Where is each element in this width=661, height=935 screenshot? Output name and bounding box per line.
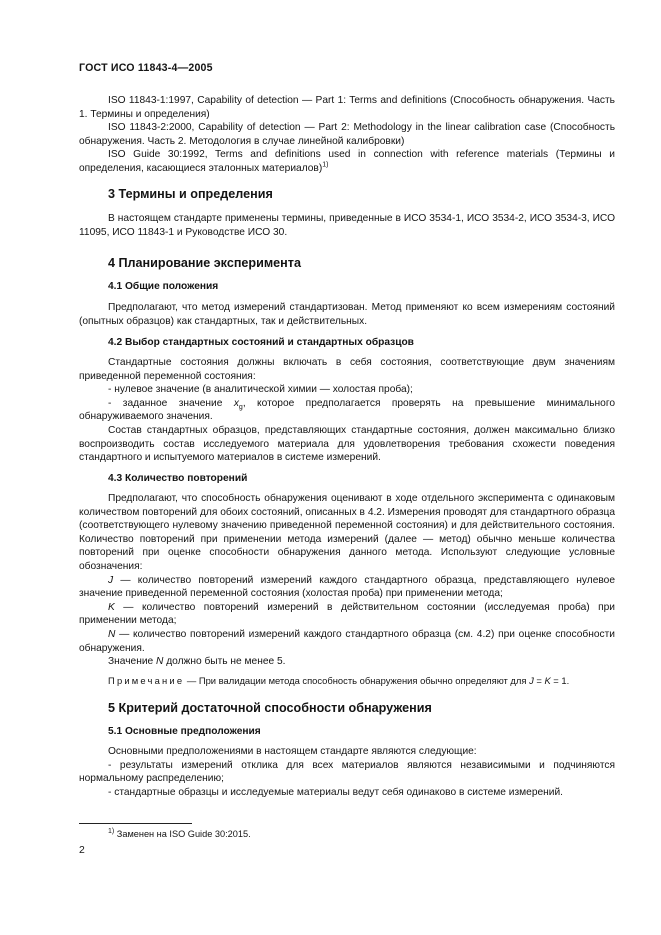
section-4-2-body <box>79 356 615 465</box>
assumption-same-behaviour: - стандартные образцы и исследуемые материалы ведут себя одинаково в системе измерений. <box>108 786 563 798</box>
references-list <box>79 94 615 176</box>
variable-n: N <box>108 628 116 640</box>
footnote-mark: 1) <box>108 827 115 835</box>
section-3-paragraph: В настоящем стандарте применены термины, приведенные в ИСО 3534-1, ИСО 3534-2, ИСО 3534-3, ИСО 11095, ИСО 11843-1 и Руководстве ИСО 30. <box>79 213 615 238</box>
section-5-1-paragraph-1: Основными предположениями в настоящем стандарте являются следующие: <box>108 746 477 757</box>
definition-k <box>79 601 615 628</box>
section-3-body <box>79 212 615 239</box>
reference-iso-guide-30-text: ISO Guide 30:1992, Terms and definitions used in connection with reference materials (Термины и определения, касающиеся эталонных материалов) <box>79 149 615 174</box>
reference-iso-11843-2: ISO 11843-2:2000, Capability of detection — Part 2: Methodology in the linear calibration case (Способность обнаружения. Часть 2. Методология в случае линейной калибровки) <box>79 122 615 147</box>
reference-iso-11843-1: ISO 11843-1:1997, Capability of detection — Part 1: Terms and definitions (Способность обнаружения. Часть 1. Термины и определения) <box>79 95 615 120</box>
definition-n-text: — количество повторений измерений каждого стандартного образца (см. 4.2) при оценке способности обнаружения. <box>79 628 615 654</box>
n-minimum-statement <box>79 655 615 669</box>
n-minimum-prefix: Значение <box>108 656 157 668</box>
n-minimum-suffix: должно быть не менее 5. <box>163 656 286 668</box>
variable-j: J <box>108 574 114 586</box>
section-4-2-paragraph-1: Стандартные состояния должны включать в себя состояния, соответствующие двум значениям приведенной переменной состояния: <box>79 357 615 382</box>
assumption-independence: - результаты измерений отклика для всех материалов являются независимыми и подчиняются нормальному распределению; <box>79 759 615 785</box>
note-suffix: = 1. <box>550 675 570 686</box>
note-equals: = <box>533 675 545 686</box>
item-given-prefix: - заданное значение <box>108 397 234 409</box>
section-4-1-body <box>79 301 615 328</box>
definition-k-text: — количество повторений измерений в действительном состоянии (исследуемая проба) при применении метода; <box>79 601 615 627</box>
section-4-1-title: 4.1 Общие положения <box>108 281 219 292</box>
section-5-1-body <box>79 745 615 799</box>
footnote-text: Заменен на ISO Guide 30:2015. <box>114 829 251 839</box>
note-validation <box>108 675 569 686</box>
definition-j <box>79 574 615 601</box>
section-4-2-paragraph-composition: Состав стандартных образцов, представляющих стандартные состояния, должен максимально близко воспроизводить состав исследуемого материала для удовлетворения требования схожести поведения стандартного и испытуемого материалов в системе измерений. <box>79 424 615 464</box>
section-5-title: 5 Критерий достаточной способности обнаружения <box>108 701 432 715</box>
footnote-ref-mark: 1) <box>322 161 329 169</box>
reference-iso-guide-30 <box>79 148 615 175</box>
section-3-title: 3 Термины и определения <box>108 187 273 201</box>
note-label: Примечание <box>108 675 185 686</box>
section-4-2-item-given <box>79 397 615 424</box>
page-number: 2 <box>79 845 85 856</box>
footnote-separator <box>79 823 192 824</box>
note-variable-j: J <box>529 675 534 686</box>
section-4-1-paragraph: Предполагают, что метод измерений стандартизован. Метод применяют ко всем измерениям состояний (опытных образцов) как стандартных, так и действительных. <box>79 302 615 327</box>
section-4-2-item-zero: - нулевое значение (в аналитической химии — холостая проба); <box>108 384 413 396</box>
variable-x: x <box>233 397 239 409</box>
footnote <box>108 829 251 839</box>
note-text: — При валидации метода способность обнаружения обычно определяют для <box>184 675 530 686</box>
section-4-3-title: 4.3 Количество повторений <box>108 473 248 484</box>
definition-j-text: — количество повторений измерений каждого стандартного образца, представляющего нулевое значение приведенной переменной состояния (холостая проба) при применении метода; <box>79 574 615 600</box>
section-5-1-title: 5.1 Основные предположения <box>108 726 261 737</box>
section-4-3-body <box>79 492 615 669</box>
variable-k: K <box>108 601 115 613</box>
item-given-suffix: , которое предполагается проверять на превышение минимального обнаруживаемого значения. <box>79 397 615 423</box>
section-4-title: 4 Планирование эксперимента <box>108 256 301 270</box>
document-header: ГОСТ ИСО 11843-4—2005 <box>79 62 213 74</box>
section-4-2-title: 4.2 Выбор стандартных состояний и стандартных образцов <box>108 337 414 348</box>
variable-n-inline: N <box>156 656 164 668</box>
definition-n <box>79 628 615 655</box>
note-variable-k: K <box>544 675 551 686</box>
section-4-3-paragraph-1: Предполагают, что способность обнаружения оценивают в ходе отдельного эксперимента с одинаковым количеством повторений для обоих состояний, описанных в 4.2. Измерения проводят для стандартного образца (соответствующего нулевому значению приведенной переменной состояния) и для действительного состояния. Количество повторений при применении метода измерений (далее — метод) обычно меньше количества повторений при оценке способности обнаружения данного метода. Используют следующие условные обозначения: <box>79 493 615 572</box>
variable-x-subscript: g <box>238 403 243 411</box>
